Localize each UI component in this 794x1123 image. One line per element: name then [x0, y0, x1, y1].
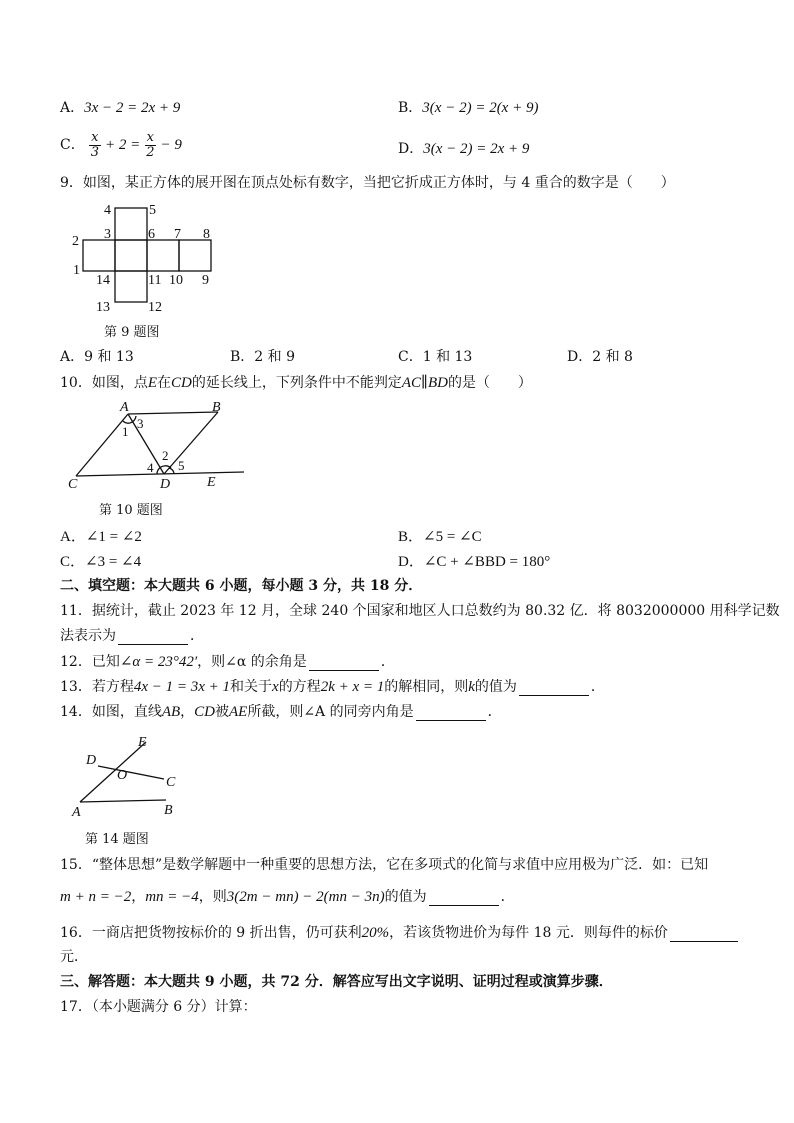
- q12: 12．已知∠α = 23°42′，则∠α 的余角是 ．: [60, 654, 395, 670]
- q10-caption: 第 10 题图: [99, 503, 163, 518]
- point-O-14: O: [117, 768, 128, 783]
- net-label-1: 1: [73, 263, 80, 278]
- angle-2: 2: [162, 448, 169, 463]
- angle-3: 3: [137, 416, 144, 431]
- q15-line2: m + n = −2，mn = −4，则3(2m − mn) − 2(mn − 3n)的值为 ．: [60, 889, 515, 905]
- point-A: A: [120, 400, 129, 415]
- q16-line1: 16．一商店把货物按标价的 9 折出售，仍可获利20%，若该货物进价为每件 18 元．则每件的标价: [60, 924, 740, 942]
- angle-5: 5: [178, 458, 185, 473]
- q9-option-d: D．2 和 8: [567, 349, 633, 365]
- q8-option-c: C． $\frac{x}{3}$ + 2 = $\frac{x}{2}$ − 9: [60, 130, 182, 160]
- net-label-10: 10: [169, 273, 183, 288]
- q16-line2: 元．: [60, 949, 88, 965]
- parallel-lines-figure: [64, 398, 244, 490]
- q12-answer-blank[interactable]: [309, 656, 379, 671]
- q13: 13．若方程4x − 1 = 3x + 1和关于x的方程2k + x = 1的解相同，则k的值为 ．: [60, 679, 605, 695]
- q10-option-a: A．∠1 = ∠2: [60, 529, 142, 545]
- transversal-figure: [68, 732, 188, 820]
- point-C-14: C: [166, 775, 176, 790]
- q14-caption: 第 14 题图: [85, 832, 149, 847]
- point-B-14: B: [164, 803, 173, 818]
- q8-option-d: D．3(x − 2) = 2x + 9: [398, 141, 530, 157]
- section-2-title: 二、填空题：本大题共 6 小题，每小题 3 分，共 18 分．: [60, 578, 423, 594]
- q9-caption: 第 9 题图: [104, 325, 160, 340]
- q17-stem: 17．（本小题满分 6 分）计算：: [60, 999, 257, 1015]
- point-D-14: D: [86, 753, 97, 768]
- q16-answer-blank[interactable]: [670, 927, 738, 942]
- q14-stem: 14．如图，直线AB，CD被AE所截，则∠A 的同旁内角是 ．: [60, 704, 502, 720]
- q9-stem: 9．如图，某正方体的展开图在顶点处标有数字，当把它折成正方体时，与 4 重合的数字是（ ）: [60, 175, 675, 191]
- net-label-4: 4: [104, 203, 111, 218]
- angle-4: 4: [147, 460, 154, 475]
- q10-stem: 10．如图，点E在CD的延长线上，下列条件中不能判定AC∥BD的是（ ）: [60, 375, 532, 391]
- point-E: E: [207, 475, 216, 490]
- q10-option-b: B．∠5 = ∠C: [398, 529, 482, 545]
- fraction-x-over-3: $\frac{x}{3}$: [90, 130, 99, 160]
- net-label-5: 5: [149, 203, 156, 218]
- q8-option-a: A．3x − 2 = 2x + 9: [60, 100, 181, 116]
- q8-option-b: B．3(x − 2) = 2(x + 9): [398, 100, 539, 116]
- q9-option-b: B．2 和 9: [230, 349, 296, 365]
- q11-answer-blank[interactable]: [118, 630, 188, 645]
- net-label-3: 3: [104, 227, 111, 242]
- net-label-13: 13: [96, 300, 110, 315]
- point-B: B: [212, 400, 221, 415]
- point-E-14: E: [138, 735, 147, 750]
- net-label-7: 7: [174, 227, 181, 242]
- net-label-14: 14: [96, 273, 110, 288]
- q15-answer-blank[interactable]: [429, 891, 499, 906]
- q11-line2: 法表示为 ．: [60, 628, 204, 644]
- net-label-11: 11: [148, 273, 162, 288]
- q11-line1: 11．据统计，截止 2023 年 12 月，全球 240 个国家和地区人口总数约为 80.32 亿．将 8032000000 用科学记数: [60, 603, 780, 619]
- q13-answer-blank[interactable]: [519, 681, 589, 696]
- point-D: D: [160, 477, 171, 490]
- q9-option-a: A．9 和 13: [60, 349, 134, 365]
- q10-option-d: D．∠C + ∠BBD = 180°: [398, 554, 551, 570]
- fraction-x-over-2: $\frac{x}{2}$: [146, 130, 155, 160]
- cube-net-figure: [70, 198, 230, 318]
- net-label-6: 6: [148, 227, 155, 242]
- point-C: C: [68, 477, 78, 490]
- q14-answer-blank[interactable]: [416, 706, 486, 721]
- point-A-14: A: [72, 805, 81, 820]
- section-3-title: 三、解答题：本大题共 9 小题，共 72 分．解答应写出文字说明、证明过程或演算步骤．: [60, 974, 613, 990]
- net-label-2: 2: [72, 234, 79, 249]
- net-label-12: 12: [148, 300, 162, 315]
- angle-1: 1: [122, 424, 129, 439]
- q9-option-c: C．1 和 13: [398, 349, 473, 365]
- q15-line1: 15．“整体思想”是数学解题中一种重要的思想方法，它在多项式的化简与求值中应用极为广泛．如：已知: [60, 857, 709, 873]
- q10-option-c: C．∠3 = ∠4: [60, 554, 142, 570]
- net-label-8: 8: [203, 227, 210, 242]
- net-label-9: 9: [202, 273, 209, 288]
